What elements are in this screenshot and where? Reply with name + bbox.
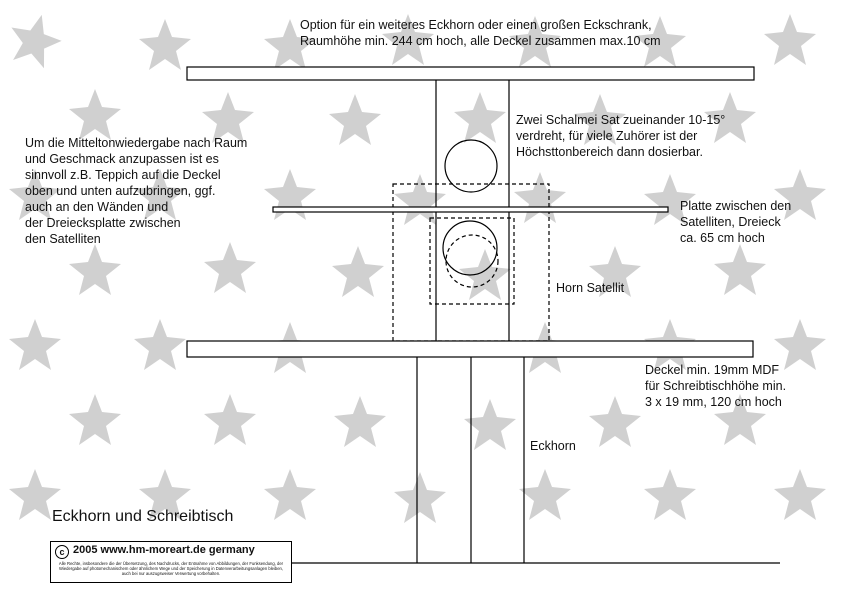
starfish-icon bbox=[204, 242, 256, 293]
starfish-icon bbox=[589, 396, 641, 447]
platte-label: Platte zwischen den Satelliten, Dreieck ca. 65 cm hoch bbox=[680, 199, 792, 245]
starfish-icon bbox=[332, 246, 384, 297]
copyright-text: 2005 www.hm-moreart.de germany bbox=[73, 544, 255, 556]
starfish-icon bbox=[774, 469, 826, 520]
starfish-icon bbox=[514, 172, 566, 223]
copyright-line bbox=[55, 544, 287, 559]
copyright-box bbox=[50, 541, 292, 583]
top-option-label: Option für ein weiteres Eckhorn oder einen großen Eckschrank, Raumhöhe min. 244 cm hoch, alle Deckel zusammen max.10 cm bbox=[300, 18, 661, 48]
triangle-plate bbox=[273, 207, 668, 212]
starfish-icon bbox=[134, 319, 186, 370]
left-note-label: Um die Mitteltonwiedergabe nach Raum und Geschmack anzupassen ist es sinnvoll z.B. Teppich auf die Deckel oben und unten aufzubringen, ggf. auch an den Wänden und der Dreiecksplatte zwischen den Satelliten bbox=[25, 136, 248, 246]
horn-satellit-label: Horn Satellit bbox=[556, 281, 625, 295]
starfish-icon bbox=[464, 399, 516, 450]
starfish-icon bbox=[644, 469, 696, 520]
starfish-icon bbox=[454, 92, 506, 143]
starfish-icon bbox=[69, 89, 121, 140]
page-title: Eckhorn und Schreibtisch bbox=[52, 508, 234, 525]
starfish-icon bbox=[714, 244, 766, 295]
copyright-icon: c bbox=[55, 545, 69, 559]
schalmei-label: Zwei Schalmei Sat zueinander 10-15° verdreht, für viele Zuhörer ist der Höchsttonbereich dann dosierbar. bbox=[516, 113, 726, 159]
top-lid bbox=[187, 67, 754, 80]
starfish-icon bbox=[334, 396, 386, 447]
deckel-label: Deckel min. 19mm MDF für Schreibtischhöhe min. 3 x 19 mm, 120 cm hoch bbox=[645, 363, 787, 409]
copyright-legal-text: Alle Rechte, insbesondere die der Übersetzung, des Nachdrucks, der Entnahme von Abbildungen, der Funksendung, der Wiedergabe auf photomechanischem oder ähnlichem Wege und der Speicherung in Datenverarbeitungsanlagen bleiben, auch bei nur auszugsweiser Verwertung vorbehalten. bbox=[58, 561, 284, 576]
starfish-icon bbox=[394, 472, 446, 523]
starfish-icon bbox=[139, 19, 191, 70]
starfish-icon bbox=[69, 394, 121, 445]
starfish-icon bbox=[519, 469, 571, 520]
starfish-background bbox=[3, 8, 826, 523]
starfish-icon bbox=[264, 469, 316, 520]
starfish-icon bbox=[329, 94, 381, 145]
starfish-icon bbox=[69, 244, 121, 295]
starfish-icon bbox=[204, 394, 256, 445]
starfish-icon bbox=[9, 319, 61, 370]
eckhorn-label: Eckhorn bbox=[530, 439, 576, 453]
desk-lid bbox=[187, 341, 753, 357]
starfish-icon bbox=[764, 14, 816, 65]
schalmei-sat-lower-circle bbox=[443, 221, 497, 275]
starfish-icon bbox=[3, 8, 66, 71]
starfish-icon bbox=[394, 174, 446, 225]
